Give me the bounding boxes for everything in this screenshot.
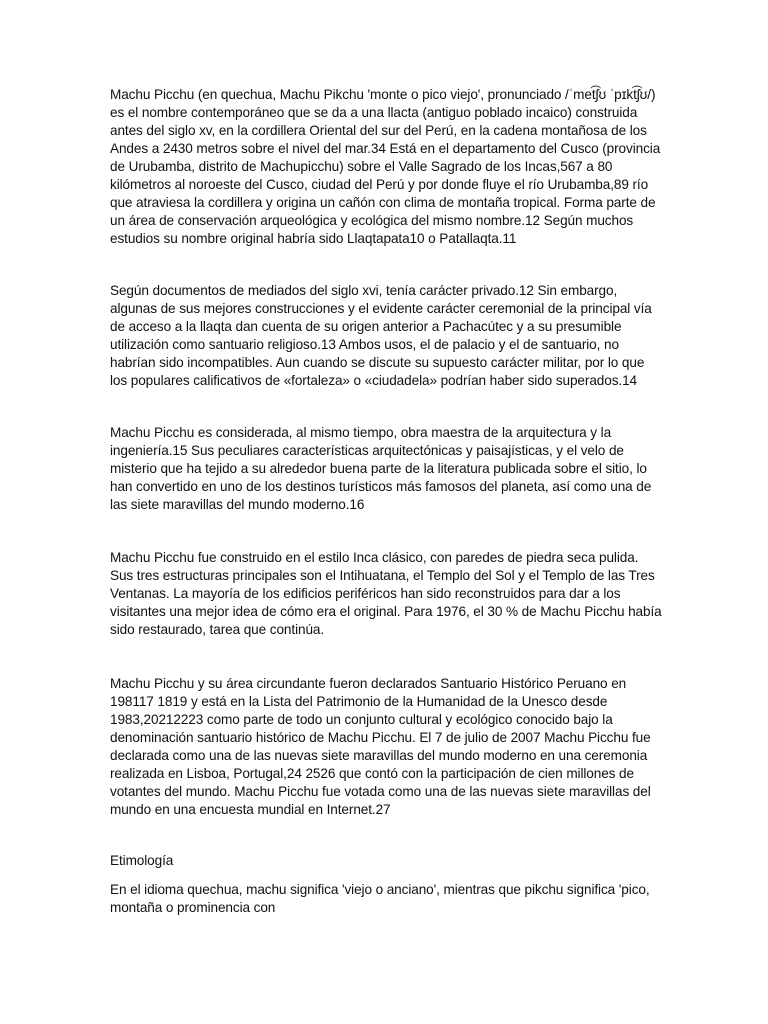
section-heading-etymology: Etimología <box>110 853 174 868</box>
paragraph-history: Según documentos de mediados del siglo xvi, tenía carácter privado.12 Sin embargo, algunas de sus mejores construcciones y el evidente carácter ceremonial de la principal vía de acceso a la llaqta dan cuenta de su origen anterior a Pachacútec y a su presumible utilización como santuario religioso.13 Ambos usos, el de palacio y el de santuario, no habrían sido incompatibles. Aun cuando se discute su supuesto carácter militar, por lo que los populares calificativos de «fortaleza» o «ciudadela» podrían haber sido superados.14 <box>110 283 652 388</box>
paragraph-heritage: Machu Picchu y su área circundante fueron declarados Santuario Histórico Peruano en 198117 1819 y está en la Lista del Patrimonio de la Humanidad de la Unesco desde 1983,20212223 como parte de todo un conjunto cultural y ecológico conocido bajo la denominación santuario histórico de Machu Picchu. El 7 de julio de 2007 Machu Picchu fue declarada como una de las nuevas siete maravillas del mundo moderno en una ceremonia realizada en Lisboa, Portugal,24 2526 que contó con la participación de cien millones de votantes del mundo. Machu Picchu fue votada como una de las nuevas siete maravillas del mundo en una encuesta mundial en Internet.27 <box>110 676 651 817</box>
paragraph-architecture: Machu Picchu es considerada, al mismo tiempo, obra maestra de la arquitectura y la ingeniería.15 Sus peculiares características arquitectónicas y paisajísticas, y el velo de misterio que ha tejido a su alrededor buena parte de la literatura publicada sobre el sitio, lo han convertido en uno de los destinos turísticos más famosos del planeta, así como una de las siete maravillas del mundo moderno.16 <box>110 425 652 512</box>
paragraph-construction: Machu Picchu fue construido en el estilo Inca clásico, con paredes de piedra seca pulida. Sus tres estructuras principales son el Intihuatana, el Templo del Sol y el Templo de las Tres Ventanas. La mayoría de los edificios periféricos han sido reconstruidos para dar a los visitantes una mejor idea de cómo era el original. Para 1976, el 30 % de Machu Picchu había sido restaurado, tarea que continúa. <box>110 550 662 637</box>
paragraph-intro: Machu Picchu (en quechua, Machu Pikchu 'monte o pico viejo', pronunciado /ˈmet͡ʃʊ ˈpɪkt͡ʃʊ/) es el nombre contemporáneo que se da a una llacta (antiguo poblado incaico) construida antes del siglo xv, en la cordillera Oriental del sur del Perú, en la cadena montañosa de los Andes a 2430 metros sobre el nivel del mar.34 Está en el departamento del Cusco (provincia de Urubamba, distrito de Machupicchu) sobre el Valle Sagrado de los Incas,567 a 80 kilómetros al noroeste del Cusco, ciudad del Perú y por donde fluye el río Urubamba,89 río que atraviesa la cordillera y origina un cañón con clima de montaña tropical. Forma parte de un área de conservación arqueológica y ecológica del mismo nombre.12 Según muchos estudios su nombre original habría sido Llaqtapata10 o Patallaqta.11 <box>110 87 661 246</box>
paragraph-etymology: En el idioma quechua, machu significa 'viejo o anciano', mientras que pikchu significa 'pico, montaña o prominencia con <box>110 882 650 915</box>
